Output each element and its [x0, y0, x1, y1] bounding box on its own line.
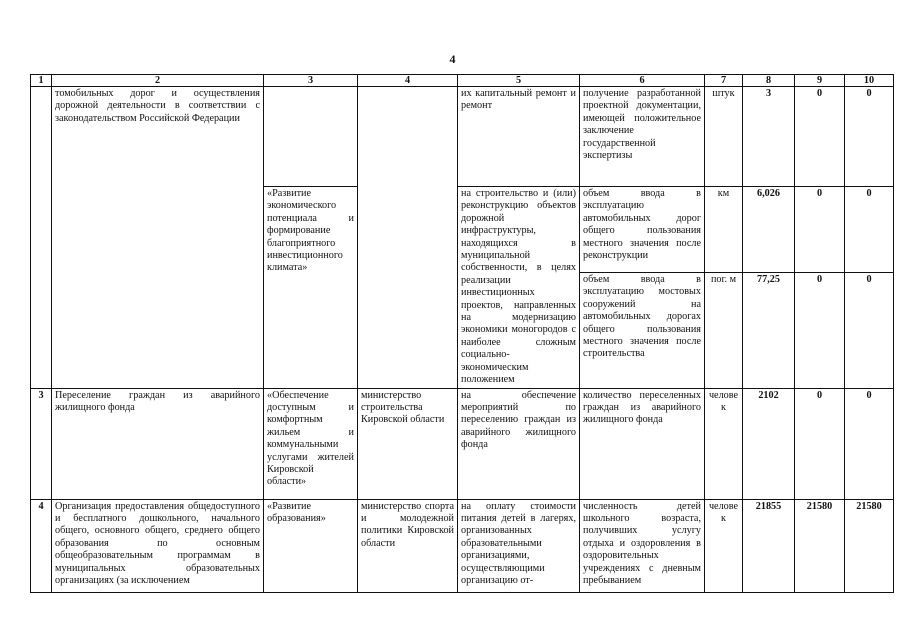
- program-cell: «Развитие экономического потенциала и формирование благоприятного инвестиционного климата»: [264, 187, 358, 389]
- value-cell: 0: [795, 187, 845, 273]
- indicator-cell: количество переселенных граждан из аварийного жилищного фонда: [580, 388, 705, 499]
- table-row: [31, 388, 894, 499]
- purpose-cell: на обеспечение мероприятий по переселению граждан из аварийного жилищного фонда: [458, 388, 580, 499]
- value-cell: 21580: [845, 499, 894, 592]
- value-cell: 0: [845, 187, 894, 273]
- ministry-cell: министерство спорта и молодежной политики Кировской области: [358, 499, 458, 592]
- value-cell: 0: [795, 388, 845, 499]
- value-cell: 0: [795, 272, 845, 388]
- header-cell: 7: [705, 75, 743, 87]
- value-cell: 0: [845, 87, 894, 187]
- header-cell: 8: [743, 75, 795, 87]
- activity-cell: Переселение граждан из аварийного жилищного фонда: [52, 388, 264, 499]
- value-cell: 6,026: [743, 187, 795, 273]
- header-cell: 10: [845, 75, 894, 87]
- ministry-cell: [358, 87, 458, 389]
- value-cell: 21855: [743, 499, 795, 592]
- value-cell: 0: [845, 272, 894, 388]
- ministry-cell: министерство строительства Кировской области: [358, 388, 458, 499]
- indicator-cell: объем ввода в эксплуатацию мостовых сооружений на автомобильных дорогах общего пользования местного значения после строительства: [580, 272, 705, 388]
- header-cell: 1: [31, 75, 52, 87]
- program-cell: [264, 87, 358, 187]
- purpose-cell: на оплату стоимости питания детей в лагерях, организованных образовательными организациями, осуществляющими организацию от-: [458, 499, 580, 592]
- table-row: [31, 87, 894, 187]
- header-cell: 4: [358, 75, 458, 87]
- header-row: [31, 75, 894, 87]
- unit-cell: км: [705, 187, 743, 273]
- value-cell: 3: [743, 87, 795, 187]
- data-table: [30, 74, 894, 593]
- value-cell: 0: [845, 388, 894, 499]
- header-cell: 6: [580, 75, 705, 87]
- program-cell: «Обеспечение доступным и комфортным жильем и коммунальными услугами жителей Кировской области»: [264, 388, 358, 499]
- row-number-cell: 4: [31, 499, 52, 592]
- header-cell: 3: [264, 75, 358, 87]
- value-cell: 0: [795, 87, 845, 187]
- row-number-cell: [31, 87, 52, 389]
- indicator-cell: объем ввода в эксплуатацию автомобильных дорог общего пользования местного значения после реконструкции: [580, 187, 705, 273]
- header-cell: 2: [52, 75, 264, 87]
- header-cell: 5: [458, 75, 580, 87]
- unit-cell: пог. м: [705, 272, 743, 388]
- purpose-cell: на строительство и (или) реконструкцию объектов дорожной инфраструктуры, находящихся в муниципальной собственности, в целях реализации инвестиционных проектов, направленных на модернизацию экономики моногородов с наиболее сложным социально-экономическим положением: [458, 187, 580, 389]
- purpose-cell: их капитальный ремонт и ремонт: [458, 87, 580, 187]
- activity-cell: томобильных дорог и осуществления дорожной деятельности в соответствии с законодательством Российской Федерации: [52, 87, 264, 389]
- page-number: 4: [449, 52, 456, 66]
- program-cell: «Развитие образования»: [264, 499, 358, 592]
- table-row: [31, 499, 894, 592]
- value-cell: 77,25: [743, 272, 795, 388]
- unit-cell: человек: [705, 388, 743, 499]
- unit-cell: штук: [705, 87, 743, 187]
- indicator-cell: численность детей школьного возраста, получивших услугу отдыха и оздоровления в оздоровительных учреждениях с дневным пребыванием: [580, 499, 705, 592]
- value-cell: 2102: [743, 388, 795, 499]
- activity-cell: Организация предоставления общедоступного и бесплатного дошкольного, начального общего, основного общего, среднего общего образования по основным общеобразовательным программам в муниципальных образовательных организациях (за исключением: [52, 499, 264, 592]
- unit-cell: человек: [705, 499, 743, 592]
- header-cell: 9: [795, 75, 845, 87]
- row-number-cell: 3: [31, 388, 52, 499]
- indicator-cell: получение разработанной проектной документации, имеющей положительное заключение государственной экспертизы: [580, 87, 705, 187]
- value-cell: 21580: [795, 499, 845, 592]
